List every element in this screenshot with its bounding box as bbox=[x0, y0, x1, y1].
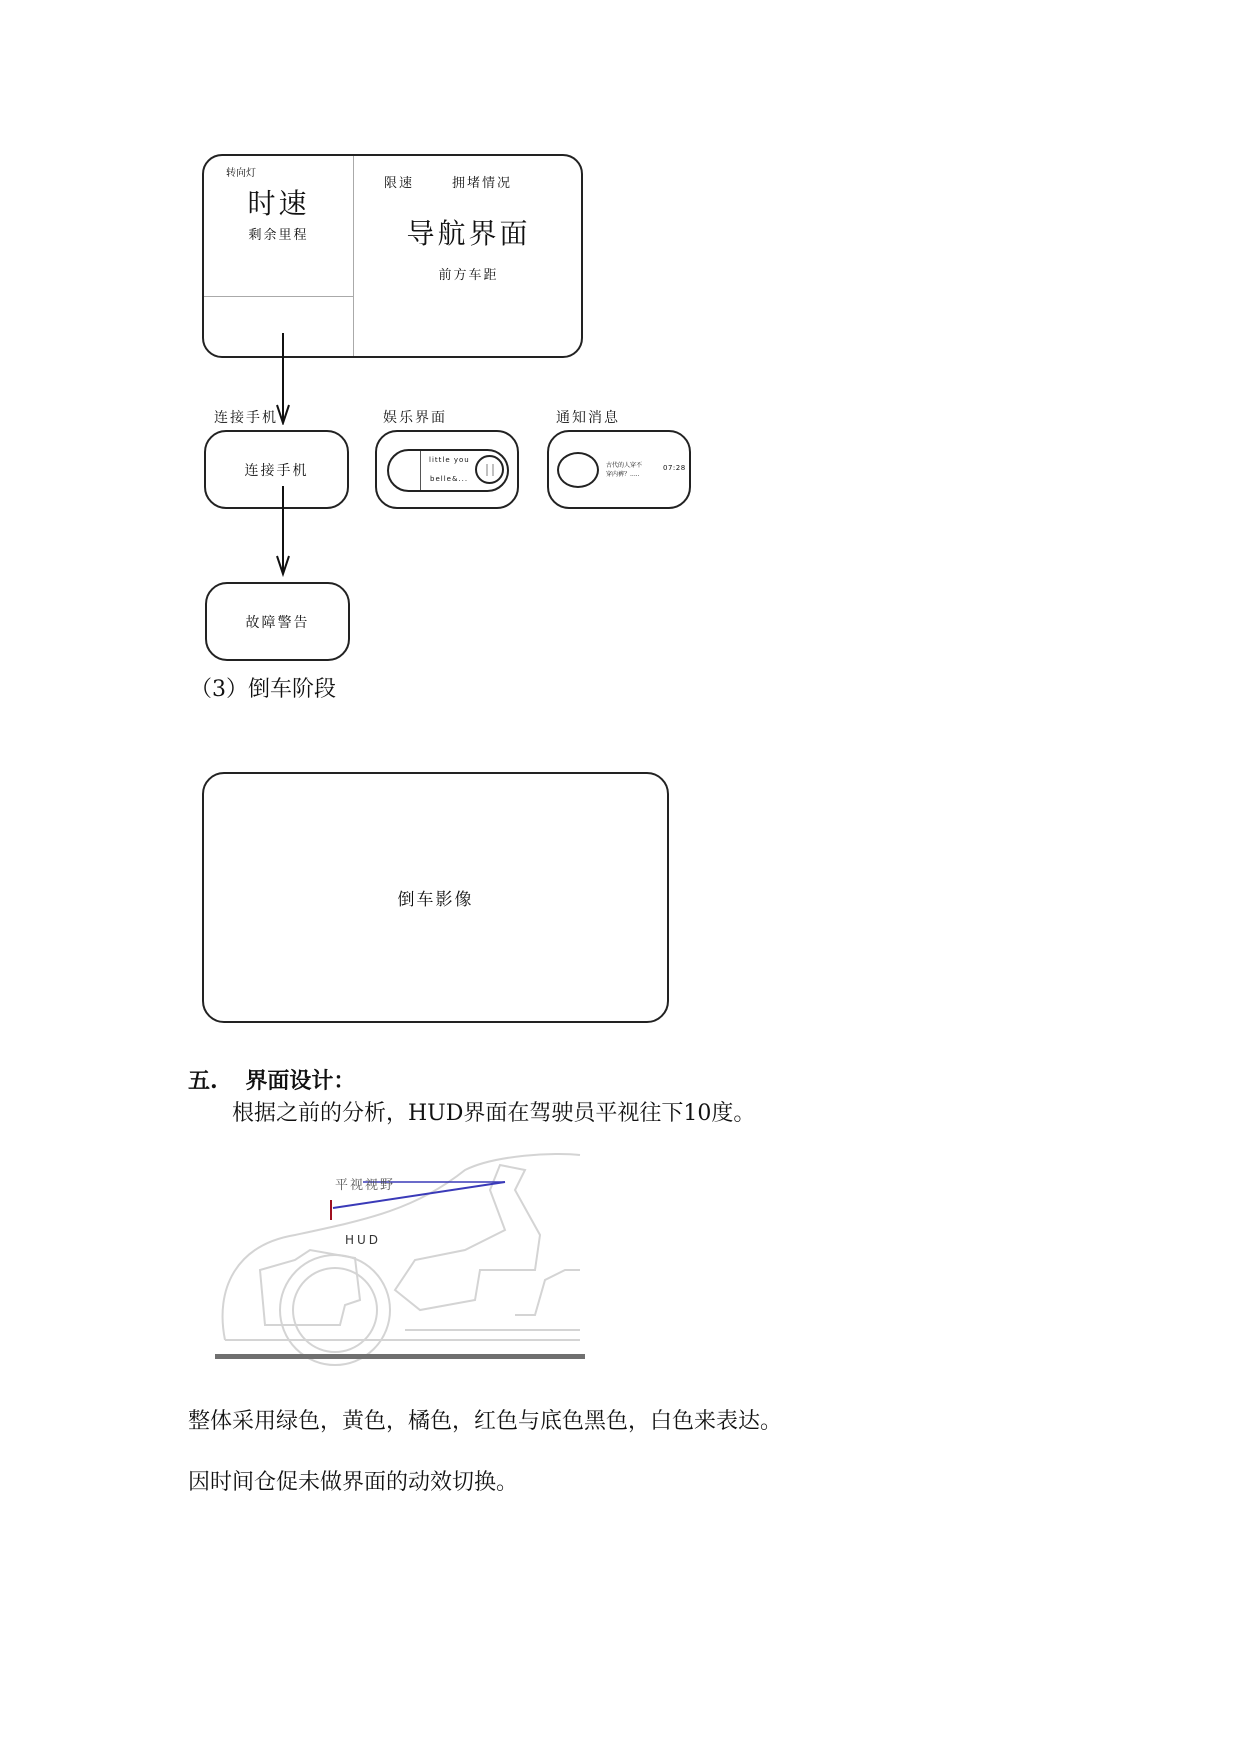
hud-label: HUD bbox=[345, 1233, 382, 1247]
reverse-camera-module bbox=[202, 772, 669, 1023]
speed-limit-label: 限速 bbox=[384, 176, 415, 191]
connect-phone-title: 连接手机 bbox=[214, 410, 278, 426]
horizontal-divider bbox=[204, 296, 353, 297]
music-player-pill bbox=[387, 449, 509, 492]
pause-button[interactable] bbox=[475, 455, 504, 484]
connect-phone-label: 连接手机 bbox=[244, 462, 309, 479]
vertical-divider bbox=[353, 156, 354, 356]
fault-warning-label: 故障警告 bbox=[245, 614, 310, 631]
turn-signal-label: 转向灯 bbox=[226, 168, 256, 179]
notification-avatar bbox=[557, 452, 599, 488]
section-5-title: 界面设计： bbox=[245, 1068, 356, 1094]
reverse-camera-label: 倒车影像 bbox=[397, 890, 474, 910]
song-line-1: little you bbox=[429, 456, 470, 464]
dashboard-layout bbox=[202, 154, 583, 358]
section-5-heading bbox=[188, 1064, 355, 1095]
notification-module bbox=[547, 430, 691, 509]
congestion-label: 拥堵情况 bbox=[452, 176, 513, 191]
entertainment-module bbox=[375, 430, 519, 509]
section-5-intro: 根据之前的分析，HUD界面在驾驶员平视往下10度。 bbox=[232, 1101, 756, 1126]
color-scheme-text: 整体采用绿色，黄色，橘色，红色与底色黑色，白色来表达。 bbox=[188, 1409, 783, 1434]
notification-time: 07:28 bbox=[663, 464, 686, 472]
song-line-2: belle&... bbox=[430, 475, 469, 483]
remaining-range-label: 剩余里程 bbox=[248, 228, 309, 243]
entertainment-title: 娱乐界面 bbox=[383, 410, 447, 426]
speed-label: 时速 bbox=[247, 187, 310, 220]
hud-sightline-diagram bbox=[215, 1150, 585, 1370]
animation-note-text: 因时间仓促未做界面的动效切换。 bbox=[188, 1470, 519, 1495]
section-5-number: 五. bbox=[188, 1068, 218, 1094]
arrow-down-icon bbox=[275, 486, 291, 578]
pause-icon bbox=[484, 463, 496, 477]
notification-message-line-1: 古代的人穿不 bbox=[606, 462, 643, 469]
eye-level-label: 平视视野 bbox=[335, 1178, 396, 1193]
ground-line bbox=[215, 1354, 585, 1359]
front-distance-label: 前方车距 bbox=[438, 268, 499, 283]
notification-title: 通知消息 bbox=[556, 410, 620, 426]
fault-warning-module bbox=[205, 582, 350, 661]
reverse-stage-heading: （3）倒车阶段 bbox=[190, 677, 336, 702]
navigation-label: 导航界面 bbox=[406, 217, 531, 250]
album-divider bbox=[420, 451, 421, 490]
car-outline-icon bbox=[223, 1154, 580, 1365]
notification-message-line-2: 穿内裤？..... bbox=[606, 471, 640, 478]
